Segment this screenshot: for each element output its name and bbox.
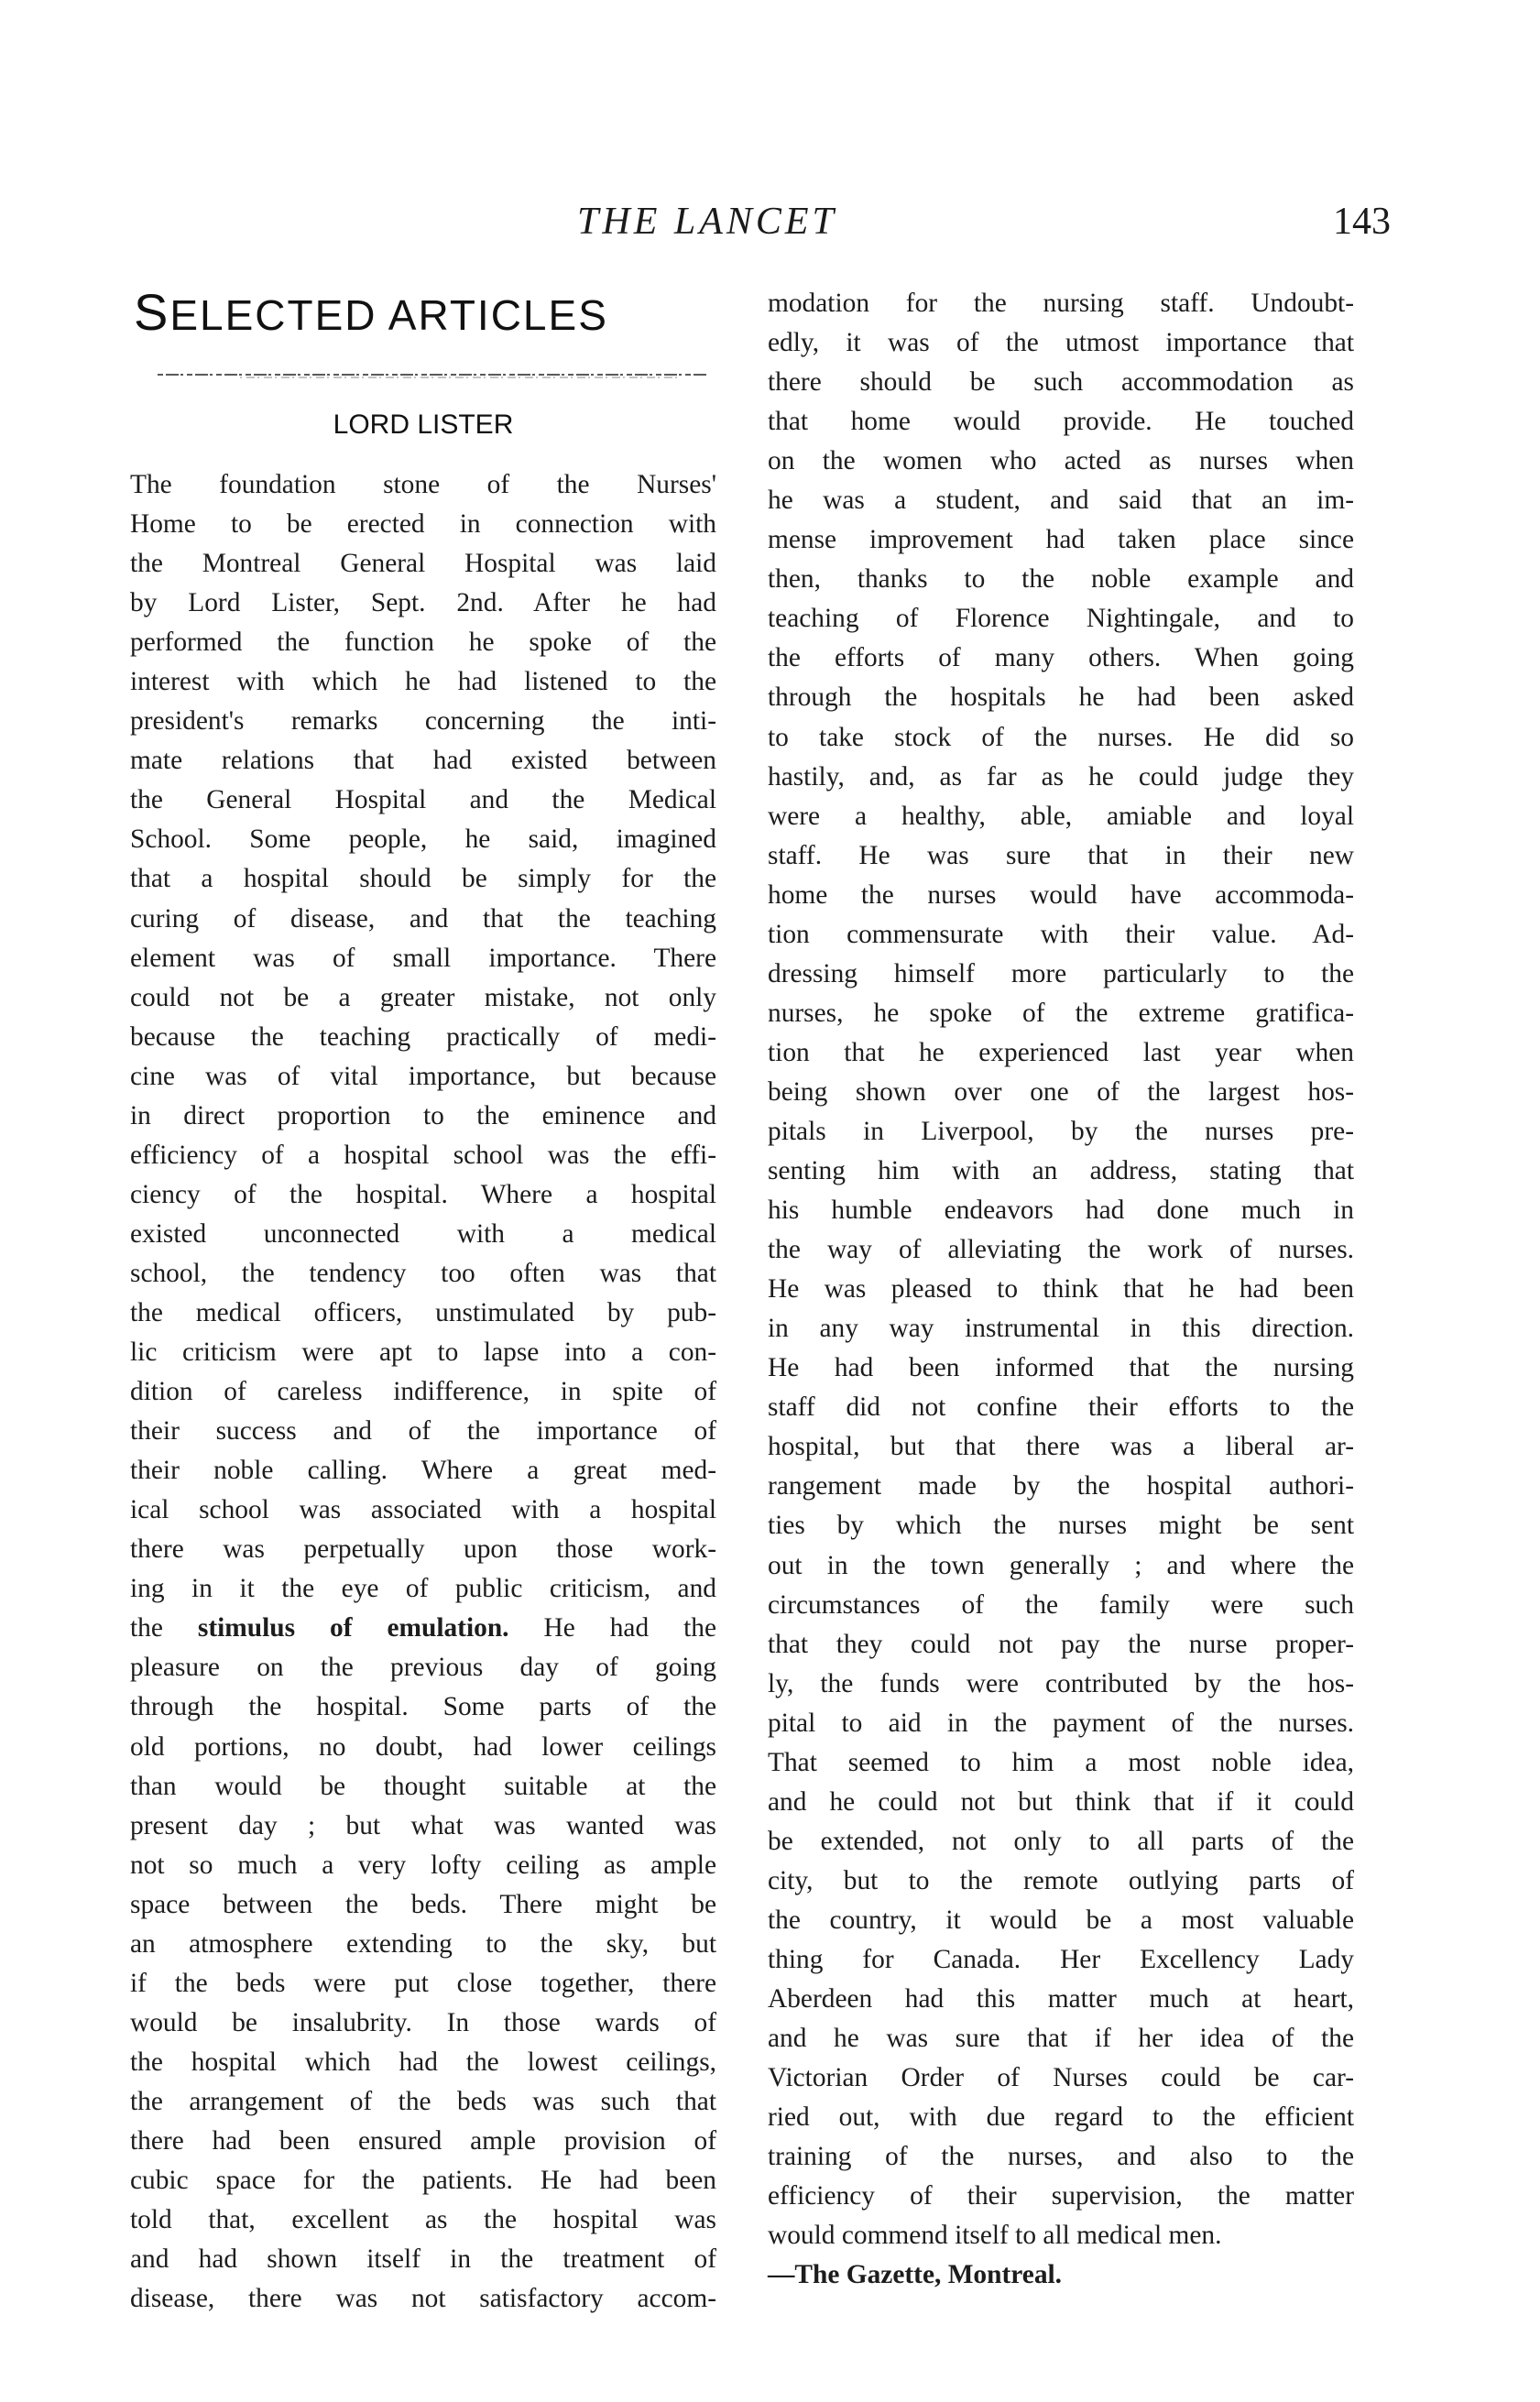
journal-title: THE LANCET [577,201,837,243]
text-line: senting him with an address, stating that [768,1156,1354,1186]
text-line: his humble endeavors had done much in [768,1196,1354,1226]
text-line: the medical officers, unstimulated by pub- [130,1297,716,1327]
emphasized-phrase: stimulus of emulation. [197,1613,509,1643]
text-line: modation for the nursing staff. Undoubt- [768,289,1354,318]
text-line: edly, it was of the utmost importance that [768,328,1354,358]
text-line: that a hospital should be simply for the [130,864,716,894]
text-line: and he was sure that if her idea of the [768,2024,1354,2054]
text-line: home the nurses would have accommoda- [768,879,1354,910]
text-line: hastily, and, as far as he could judge they [768,761,1354,792]
text-line: space between the beds. There might be [130,1889,716,1919]
decorative-rule [130,368,716,381]
text-line: interest with which he had listened to the [130,667,716,697]
text-line: the arrangement of the beds was such that [130,2086,716,2116]
text-line: the stimulus of emulation. He had the [130,1613,716,1643]
text-line: old portions, no doubt, had lower ceilings [130,1731,716,1762]
text-line: rangement made by the hospital authori- [768,1471,1354,1501]
text-line: than would be thought suitable at the [130,1771,716,1801]
text-line: and he could not but think that if it could [768,1786,1354,1817]
text-line: in any way instrumental in this direction. [768,1314,1354,1344]
section-heading [134,284,716,341]
text-line: teaching of Florence Nightingale, and to [768,604,1354,634]
text-line: that they could not pay the nurse proper- [768,1629,1354,1659]
text-line: their success and of the importance of [130,1416,716,1447]
attribution-block [768,2255,1354,2295]
left-column-text [130,465,716,2319]
text-line: if the beds were put close together, there [130,1968,716,1998]
text-line: be extended, not only to all parts of the [768,1826,1354,1856]
text-line: there had been ensured ample provision of [130,2125,716,2156]
section-rule [130,368,716,405]
attribution: —The Gazette, Montreal. [768,2260,1063,2290]
text-line: cubic space for the patients. He had been [130,2166,716,2196]
text-line: thing for Canada. Her Excellency Lady [768,1944,1354,1974]
text-line: nurses, he spoke of the extreme gratifica- [768,998,1354,1028]
text-line: would commend itself to all medical men. [768,2221,1222,2251]
text-line: president's remarks concerning the inti- [130,706,716,737]
right-column [768,284,1354,2295]
text-line: told that, excellent as the hospital was [130,2205,716,2235]
text-line: hospital, but that there was a liberal ar- [768,1432,1354,1462]
text-line: there was perpetually upon those work- [130,1534,716,1565]
article-title: LORD LISTER [333,409,514,440]
text-line: element was of small importance. There [130,943,716,973]
text-line: school, the tendency too often was that [130,1258,716,1288]
text-line: the General Hospital and the Medical [130,785,716,815]
text-line: existed unconnected with a medical [130,1218,716,1249]
text-line: through the hospitals he had been asked [768,682,1354,713]
text-line: through the hospital. Some parts of the [130,1692,716,1722]
text-line: tion that he experienced last year when [768,1037,1354,1067]
section-heading-rest: ELECTED ARTICLES [169,291,608,339]
text-line: performed the function he spoke of the [130,628,716,658]
text-line: not so much a very lofty ceiling as ample [130,1850,716,1880]
text-line: out in the town generally ; and where the [768,1550,1354,1580]
text-line: would be insalubrity. In those wards of [130,2007,716,2037]
text-line: then, thanks to the noble example and [768,564,1354,595]
text-line: curing of disease, and that the teaching [130,903,716,934]
text-line: He was pleased to think that he had been [768,1274,1354,1305]
text-line: being shown over one of the largest hos- [768,1076,1354,1107]
text-line: circumstances of the family were such [768,1589,1354,1620]
text-line: the hospital which had the lowest ceilings, [130,2047,716,2077]
page-number: 143 [1333,201,1391,243]
text-line: Aberdeen had this matter much at heart, [768,1984,1354,2014]
text-line: the efforts of many others. When going [768,643,1354,673]
text-line: mate relations that had existed between [130,746,716,776]
text-line: staff did not confine their efforts to the [768,1392,1354,1423]
text-line: and had shown itself in the treatment of [130,2244,716,2275]
right-column-text [768,284,1354,2255]
text-line: ties by which the nurses might be sent [768,1511,1354,1541]
text-line: That seemed to him a most noble idea, [768,1747,1354,1777]
text-line: the way of alleviating the work of nurses. [768,1235,1354,1265]
text-line: efficiency of a hospital school was the effi- [130,1140,716,1170]
text-line: School. Some people, he said, imagined [130,824,716,855]
text-line: disease, there was not satisfactory accom- [130,2284,716,2314]
left-column [130,284,716,2319]
text-line: pitals in Liverpool, by the nurses pre- [768,1116,1354,1146]
text-line: Victorian Order of Nurses could be car- [768,2063,1354,2093]
text-line: ried out, with due regard to the efficient [768,2102,1354,2133]
text-line: city, but to the remote outlying parts of [768,1865,1354,1895]
text-line: that home would provide. He touched [768,407,1354,437]
text-line: an atmosphere extending to the sky, but [130,1928,716,1959]
text-line: He had been informed that the nursing [768,1353,1354,1383]
text-line: the country, it would be a most valuable [768,1905,1354,1935]
text-line: ical school was associated with a hospital [130,1495,716,1525]
text-line: to take stock of the nurses. He did so [768,722,1354,752]
text-line: ly, the funds were contributed by the hos- [768,1668,1354,1698]
text-line: mense improvement had taken place since [768,525,1354,555]
text-line: efficiency of their supervision, the matter [768,2181,1354,2211]
text-line: their noble calling. Where a great med- [130,1456,716,1486]
text-line: pleasure on the previous day of going [130,1653,716,1683]
section-heading-initial: S [134,283,170,341]
text-line: in direct proportion to the eminence and [130,1100,716,1130]
text-line: pital to aid in the payment of the nurses. [768,1708,1354,1738]
text-line: because the teaching practically of medi- [130,1021,716,1052]
text-line: dition of careless indifference, in spite of [130,1377,716,1407]
text-line: there should be such accommodation as [768,367,1354,398]
text-line: staff. He was sure that in their new [768,840,1354,870]
text-line: were a healthy, able, amiable and loyal [768,801,1354,831]
text-line: could not be a greater mistake, not only [130,982,716,1012]
text-line: present day ; but what was wanted was [130,1810,716,1840]
text-line: he was a student, and said that an im- [768,486,1354,516]
text-line: on the women who acted as nurses when [768,446,1354,476]
text-line: the Montreal General Hospital was laid [130,549,716,579]
text-line: ciency of the hospital. Where a hospital [130,1179,716,1209]
text-line: The foundation stone of the Nurses' [130,470,716,499]
text-line: cine was of vital importance, but because [130,1061,716,1091]
text-line: dressing himself more particularly to the [768,958,1354,988]
text-line: ing in it the eye of public criticism, and [130,1574,716,1604]
text-line: training of the nurses, and also to the [768,2142,1354,2172]
text-line: by Lord Lister, Sept. 2nd. After he had [130,588,716,618]
running-header [0,200,1540,246]
text-line: tion commensurate with their value. Ad- [768,919,1354,949]
text-line: lic criticism were apt to lapse into a con- [130,1337,716,1368]
text-line: Home to be erected in connection with [130,509,716,540]
